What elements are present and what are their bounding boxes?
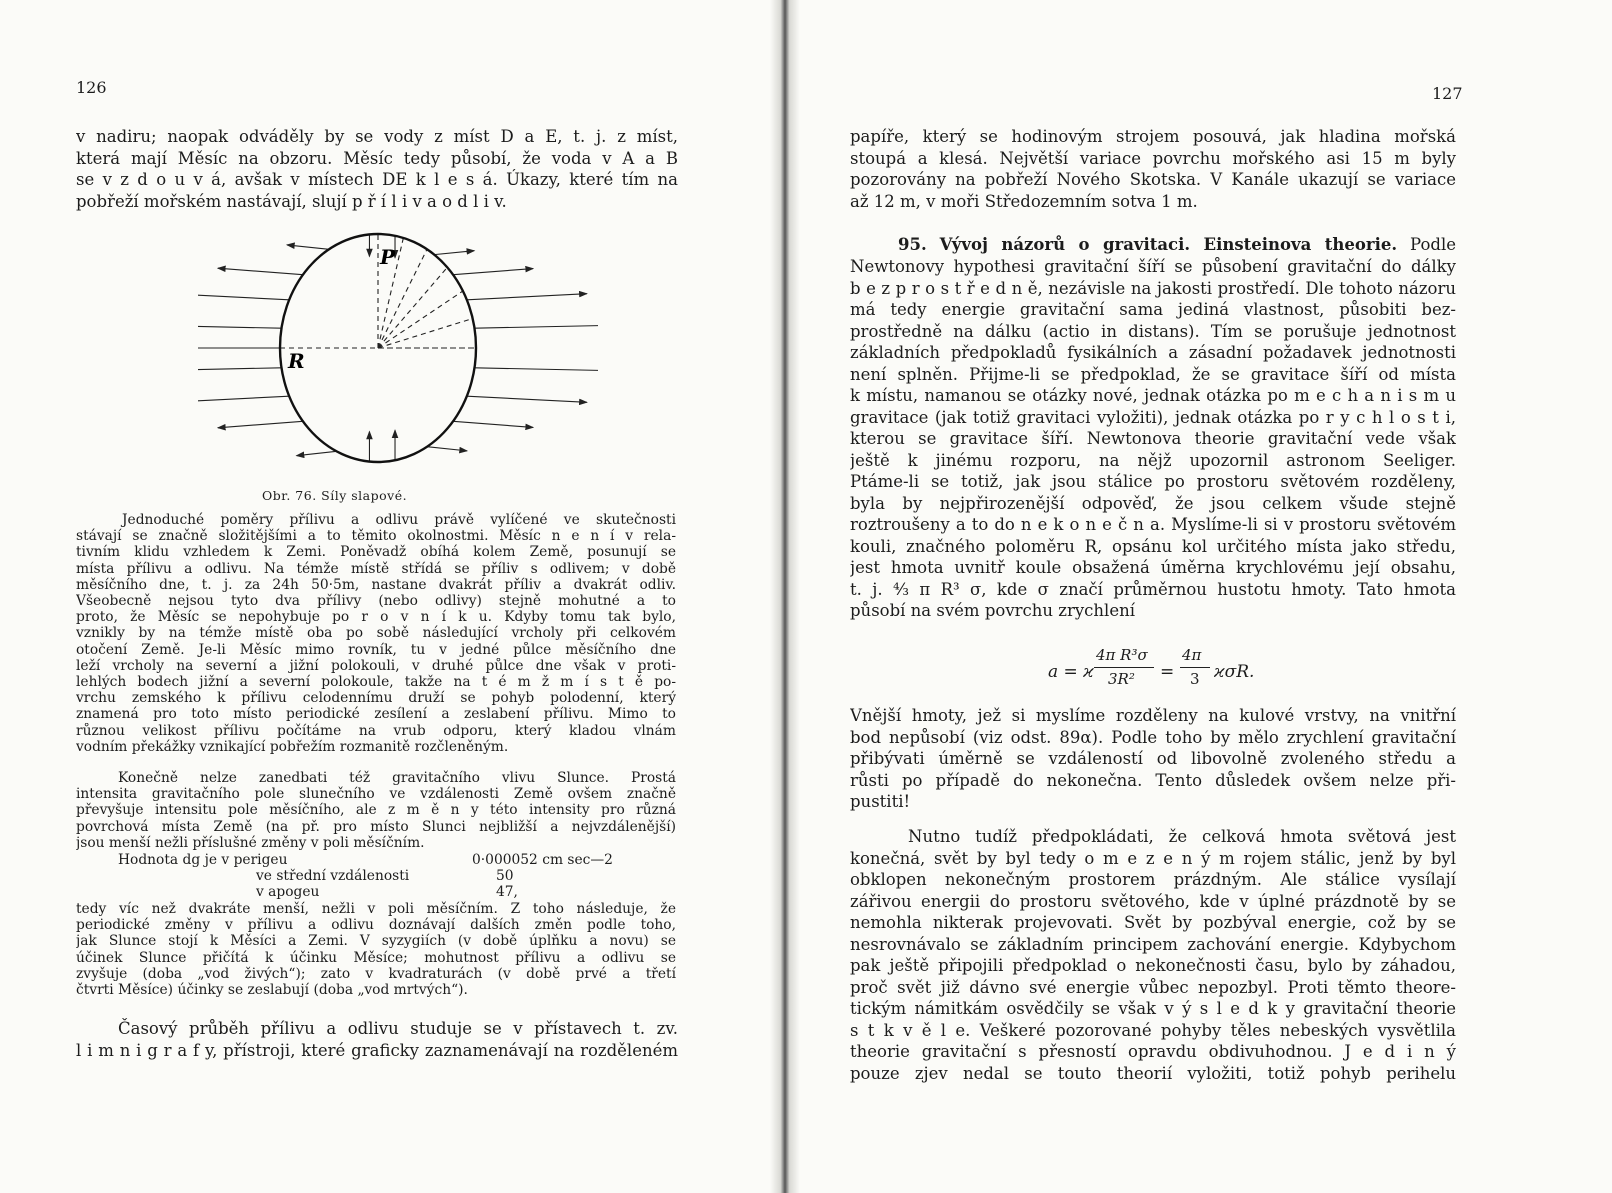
dashed-radius xyxy=(378,291,463,348)
text-line: byla by nejpřirozenější odpověď, že jsou celkem všude stejně xyxy=(850,493,1456,513)
text-line: Nutno tudíž předpokládati, že celková hmota světová jest xyxy=(908,827,1456,846)
text-line: Vnější hmoty, jež si myslíme rozděleny na kulové vrstvy, na vnitřní xyxy=(850,706,1456,725)
left-paragraph-3 xyxy=(76,770,676,851)
text-line: vodním překážky vznikající pobřežím rozmanitě rozčleněným. xyxy=(76,738,509,755)
text-line: různou velikost přílivu počítáme na vrub odporu, který kladou vlnám xyxy=(76,722,676,739)
text-line: Jednoduché poměry přílivu a odlivu právě vylíčené ve skutečnosti xyxy=(122,512,676,528)
force-arrow xyxy=(453,421,533,427)
text-line: tedy víc než dvakráte menší, nežli v poli měsíčním. Z toho následuje, že xyxy=(76,901,676,917)
text-line: se v z d o u v á, avšak v místech DE k l e s á. Úkazy, které tím na xyxy=(76,170,678,189)
left-page xyxy=(0,0,782,1193)
text-line: prostředně na dálku (actio in distans). Tím se porušuje jednotnost xyxy=(850,321,1456,341)
label-r: R xyxy=(288,349,305,373)
text-line: zářivou energii do prostoru světového, kde v úplné prázdnotě by se xyxy=(850,891,1456,911)
formula-den1: 3R² xyxy=(1108,670,1135,688)
table-row xyxy=(76,868,676,884)
text-line: až 12 m, v moři Středozemním sotva 1 m. xyxy=(850,191,1198,211)
text-line: Časový průběh přílivu a odlivu studuje se v přístavech t. zv. xyxy=(118,1019,678,1038)
dg-value: 0·000052 cm sec—2 xyxy=(472,852,613,868)
page-number-left: 126 xyxy=(76,78,107,97)
figure-caption: Obr. 76. Síly slapové. xyxy=(262,488,408,503)
text-line: v nadiru; naopak odváděly by se vody z míst D a E, t. j. z míst, xyxy=(76,127,678,146)
text-line: pobřeží mořském nastávají, slují p ř í l i v a o d l i v. xyxy=(76,191,507,211)
text-line: gravitace (jak totiž gravitaci vyložiti), jednak otázka po r y c h l o s t i, xyxy=(850,407,1456,427)
text-line: účinek Slunce přičítá k účinku Měsíce; mohutnost přílivu a odlivu se xyxy=(76,949,676,966)
text-line: růsti po případě do nekonečna. Tento důsledek ovšem nelze při- xyxy=(850,770,1456,790)
text-line: Newtonovy hypothesi gravitační šíří se působení gravitační do dálky xyxy=(850,257,1456,276)
text-line: bod nepůsobí (viz odst. 89α). Podle toho by mělo zrychlení gravitační xyxy=(850,727,1456,747)
force-arrow xyxy=(198,396,289,402)
text-line: měsíčního dne, t. j. za 24h 50·5m, nastane dvakrát příliv a dvakrát odliv. xyxy=(76,576,676,593)
text-line: Ptáme-li se totiž, jak jsou stálice po prostoru světovém rozděleny, xyxy=(850,472,1456,491)
text-line: nemohla nikterak projevovati. Svět by pozbýval energie, což by se xyxy=(850,913,1456,932)
force-arrow xyxy=(467,294,587,300)
text-line: tickým námitkám osvědčily se však v ý s l e d k y gravitační theorie xyxy=(850,999,1456,1018)
text-line: proč svět již dávno své energie vůbec nepozbyl. Proti těmto theore- xyxy=(850,977,1456,997)
force-arrow xyxy=(198,325,281,328)
force-arrow xyxy=(198,368,281,371)
formula-eq: = xyxy=(1160,662,1175,682)
text-line: stávají se značně složitějšími a to těmito okolnostmi. Měsíc n e n í v rela- xyxy=(76,528,676,545)
text-line: vznikly by na témže místě oba po sobě následující vrcholy při celkovém xyxy=(76,625,676,642)
left-paragraph-5 xyxy=(76,1018,678,1061)
formula-num2: 4π xyxy=(1182,646,1202,664)
section-title: Vývoj názorů o gravitaci. Einsteinova theorie. xyxy=(939,235,1398,254)
dg-label: Hodnota dg je v perigeu xyxy=(118,852,288,868)
dashed-radii xyxy=(280,234,476,348)
dashed-radius xyxy=(378,318,473,348)
acceleration-formula xyxy=(1004,646,1304,700)
left-paragraph-1 xyxy=(76,126,678,212)
dg-value: 50 xyxy=(496,868,514,885)
text-line: leží vrcholy na severní a jižní polokouli, v druhé půlce dne však v proti- xyxy=(76,657,676,674)
force-arrow xyxy=(467,396,587,402)
text-line: působí na svém povrchu zrychlení xyxy=(850,601,1135,620)
text-line: tivním klidu vzhledem k Zemi. Poněvadž obíhá kolem Země, posunují se xyxy=(76,544,676,561)
force-arrow xyxy=(198,294,289,300)
table-row xyxy=(76,852,676,868)
text-line: obklopen nekonečným prostorem prázdným. Ale stálice vysílají xyxy=(850,870,1456,889)
dg-label: v apogeu xyxy=(256,884,320,901)
label-p: P xyxy=(380,245,396,269)
text-line: pustiti! xyxy=(850,792,911,811)
text-line: otočení Země. Je-li Měsíc mimo rovník, tu v jedné půlce měsíčního dne xyxy=(76,641,676,658)
text-line: nesrovnávalo se základním principem zachování energie. Kdybychom xyxy=(850,934,1456,954)
right-paragraph-3 xyxy=(850,705,1456,813)
formula-lhs: a = ϰ xyxy=(1048,662,1094,682)
tidal-forces-diagram xyxy=(198,232,598,478)
text-line: pozorovány na pobřeží Nového Skotska. V Kanále ukazují se variace xyxy=(850,170,1456,189)
text-line: čtvrti Měsíce) účinky se zeslabují (doba „vod mrtvých“). xyxy=(76,982,468,999)
force-arrow xyxy=(287,245,329,249)
section-number: 95. xyxy=(898,235,927,254)
text-line: vrchu zemského k přílivu celodennímu druží se pohyb polodenní, který xyxy=(76,690,676,707)
text-line: k místu, namanou se otázky nové, jednak otázka po m e c h a n i s m u xyxy=(850,386,1456,405)
force-arrow xyxy=(434,251,474,255)
right-page xyxy=(790,0,1612,1193)
right-paragraph-2 xyxy=(850,256,1456,622)
text-line: přibývati úměrně se vzdáleností od libovolně zvoleného středu a xyxy=(850,749,1456,768)
text-line: intensita gravitačního pole slunečního ve vzdálenosti Země ovšem značně xyxy=(76,786,676,803)
text-line: znamená pro toto místo periodické zesílení a zeslabení přílivu. Mimo to xyxy=(76,706,676,723)
text-line: t. j. ⁴⁄₃ π R³ σ, kde σ značí průměrnou hustotu hmoty. Tato hmota xyxy=(850,579,1456,599)
text-line: není splněn. Přijme-li se předpoklad, že se gravitace šíří od místa xyxy=(850,364,1456,384)
text-line: periodické změny v přílivu a odlivu doznávají dalších změn podle toho, xyxy=(76,917,676,934)
text-line: papíře, který se hodinovým strojem posouvá, jak hladina mořská xyxy=(850,127,1456,146)
right-paragraph-4 xyxy=(850,826,1456,1084)
text-line: pak ještě připojili předpoklad o nekonečnosti času, bylo by záhadou, xyxy=(850,956,1456,975)
text-line: jest hmota uvnitř koule obsažená úměrna krychlovému její obsahu, xyxy=(850,558,1456,577)
left-paragraph-4 xyxy=(76,901,676,998)
text-line: kouli, značného poloměru R, opsánu kol určitého místa jako středu, xyxy=(850,536,1456,556)
text-line: povrchová místa Země (na př. pro místo Slunci nejbližší a nejvzdálenější) xyxy=(76,818,676,835)
page-number-right: 127 xyxy=(1432,84,1463,103)
text-line: místa přílivu a odlivu. Na témže místě střídá se příliv s odlivem; v době xyxy=(76,560,676,577)
formula-num1: 4π R³σ xyxy=(1096,646,1148,664)
text-line: theorie gravitační s přesností opravdu obdivuhodnou. J e d i n ý xyxy=(850,1042,1456,1061)
section-first-word: Podle xyxy=(1410,235,1457,254)
force-arrow xyxy=(297,451,337,455)
tidal-forces-figure xyxy=(198,232,598,478)
text-line: která mají Měsíc na obzoru. Měsíc tedy působí, že voda v A a B xyxy=(76,148,678,168)
text-line: zvyšuje (doba „vod živých“); zato v kvadraturách (v době prvé a třetí xyxy=(76,965,676,982)
text-line: má tedy energie gravitační sama jediná vlastnost, působiti bez- xyxy=(850,300,1456,319)
text-line: s t k v ě l e. Veškeré pozorované pohyby těles nebeských vysvětlila xyxy=(850,1020,1456,1040)
formula-den2: 3 xyxy=(1190,670,1200,688)
dg-label: ve střední vzdálenosti xyxy=(256,868,410,885)
right-paragraph-1 xyxy=(850,126,1456,212)
dashed-radius xyxy=(378,267,447,348)
section-heading xyxy=(850,234,1456,256)
force-arrow xyxy=(427,447,467,451)
force-arrow xyxy=(218,268,303,275)
left-paragraph-2 xyxy=(76,512,676,755)
dg-values-table xyxy=(76,852,676,901)
text-line: proto, že Měsíc se nepohybuje po r o v n í k u. Kdyby tomu tak bylo, xyxy=(76,609,676,626)
table-row xyxy=(76,884,676,900)
force-arrow xyxy=(218,421,303,428)
text-line: b e z p r o s t ř e d n ě, nezávisle na jakosti prostředí. Dle tohoto názoru xyxy=(850,278,1456,298)
text-line: lehlých bodech jižní a severní polokoule, takže na t é m ž m í s t ě po- xyxy=(76,674,676,691)
text-line: stoupá a klesá. Největší variace povrchu mořského asi 15 m byly xyxy=(850,148,1456,168)
force-arrow xyxy=(453,269,533,275)
force-arrow xyxy=(475,368,598,371)
formula-tail: ϰσR. xyxy=(1214,662,1255,682)
dg-value: 47, xyxy=(496,884,518,901)
text-line: jsou menší nežli příslušné změny v poli měsíčním. xyxy=(76,834,425,851)
text-line: pouze zjev nedal se touto theorií vyložiti, totiž pohyb perihelu xyxy=(850,1063,1456,1083)
text-line: převyšuje intensitu pole měsíčního, ale z m ě n y této intensity pro různá xyxy=(76,802,676,819)
text-line: jak Slunce stojí k Měsíci a Zemi. V syzygiích (v době úplňku a novu) se xyxy=(76,933,676,950)
force-arrow xyxy=(475,325,598,328)
text-line: Všeobecně nejsou tyto dva přílivy (nebo odlivy) stejně mohutné a to xyxy=(76,593,676,610)
text-line: Konečně nelze zanedbati též gravitačního vlivu Slunce. Prostá xyxy=(118,770,676,786)
text-line: konečná, svět by byl tedy o m e z e n ý m rojem stálic, jenž by byl xyxy=(850,848,1456,868)
text-line: kterou se gravitace šíří. Newtonova theorie gravitační vede však xyxy=(850,429,1456,448)
text-line: základních předpokladů fysikálních a zásadní požadavek jednotnosti xyxy=(850,343,1456,362)
text-line: ještě k jinému rozporu, na nějž upozornil astronom Seeliger. xyxy=(850,450,1456,470)
text-line: roztroušeny a to do n e k o n e č n a. Myslíme-li si v prostoru světovém xyxy=(850,515,1456,534)
text-line: l i m n i g r a f y, přístroji, které graficky zaznamenávají na rozděleném xyxy=(76,1040,678,1060)
